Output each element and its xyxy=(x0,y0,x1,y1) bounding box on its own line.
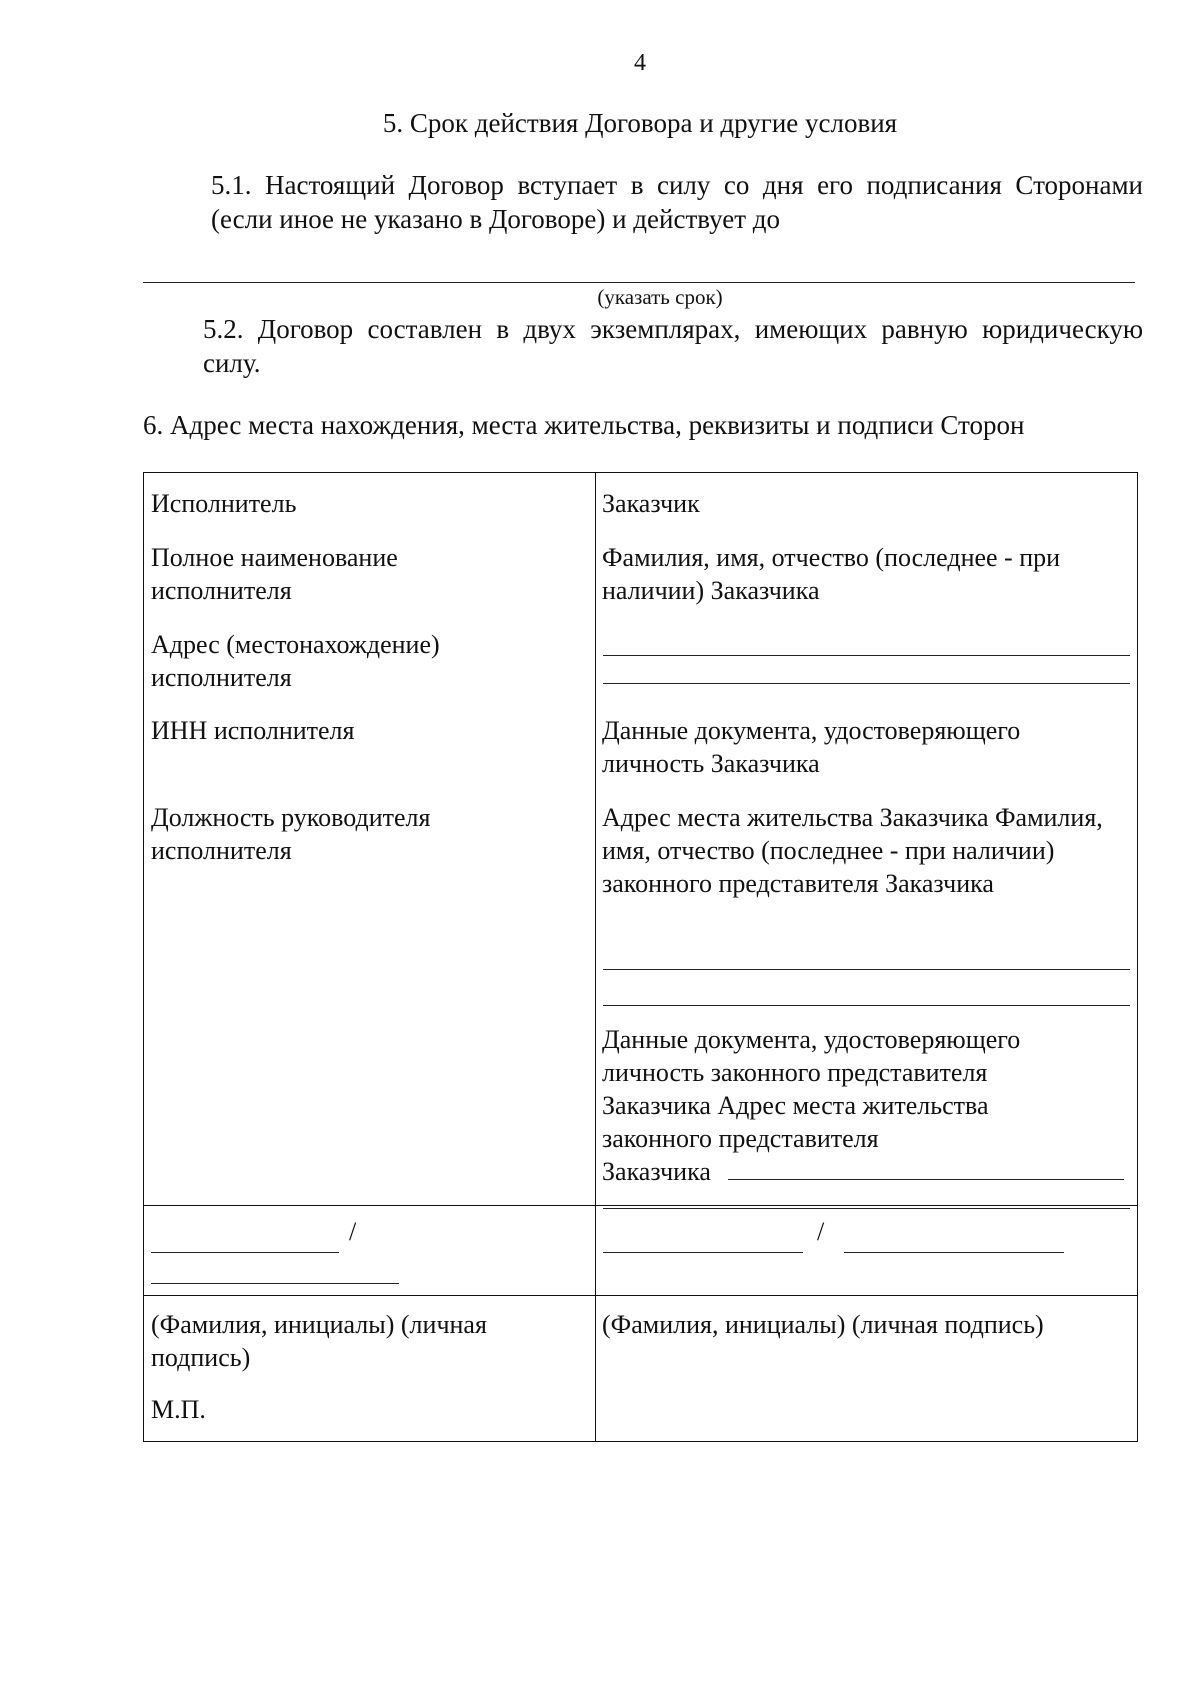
executor-inn-label: ИНН исполнителя xyxy=(151,716,355,745)
customer-signature-caption: (Фамилия, инициалы) (личная подпись) xyxy=(602,1310,1044,1339)
executor-signature-slash: / xyxy=(349,1217,357,1246)
customer-fio-line-2 xyxy=(603,683,1130,684)
page-number: 4 xyxy=(634,50,646,76)
paragraph-5-1 xyxy=(143,168,1143,236)
customer-rep-address-line-2 xyxy=(603,1208,1130,1209)
executor-header: Исполнитель xyxy=(151,489,297,518)
row-divider-caption xyxy=(144,1295,1137,1296)
customer-address-rep-label: Адрес места жительства Заказчика Фамилия, имя, отчество (последнее - при наличии) законного представителя Заказчика xyxy=(602,803,1103,898)
term-fill-line xyxy=(143,282,1135,283)
customer-rep-doc-label: Данные документа, удостоверяющего личность законного представителя Заказчика Адрес места жительства законного представителя xyxy=(602,1025,1021,1153)
customer-fio-line-1 xyxy=(603,655,1130,656)
customer-signature-line xyxy=(844,1252,1064,1253)
customer-header: Заказчик xyxy=(602,489,700,518)
customer-rep-address-line-1 xyxy=(728,1179,1124,1180)
executor-address-label: Адрес (местонахождение) исполнителя xyxy=(151,630,440,692)
customer-rep-line-1 xyxy=(603,969,1130,970)
paragraph-5-1-text: 5.1. Настоящий Договор вступает в силу со дня его подписания Сторонами (если иное не указано в Договоре) и действует до xyxy=(211,170,1143,234)
paragraph-5-2 xyxy=(143,312,1143,380)
paragraph-5-2-text: 5.2. Договор составлен в двух экземплярах, имеющих равную юридическую силу. xyxy=(203,314,1143,378)
customer-signature-slash: / xyxy=(817,1217,825,1246)
executor-full-name-label: Полное наименование исполнителя xyxy=(151,543,398,605)
executor-signature-line xyxy=(151,1283,399,1284)
customer-name-line xyxy=(603,1252,803,1253)
executor-name-line xyxy=(151,1252,339,1253)
section-6-title: 6. Адрес места нахождения, места жительства, реквизиты и подписи Сторон xyxy=(143,410,1025,440)
executor-signature-caption: (Фамилия, инициалы) (личная подпись) xyxy=(151,1310,487,1372)
customer-fio-label: Фамилия, имя, отчество (последнее - при наличии) Заказчика xyxy=(602,543,1061,605)
customer-rep-doc-last: Заказчика xyxy=(602,1157,711,1186)
term-hint: (указать срок) xyxy=(597,285,723,309)
section-5-title: 5. Срок действия Договора и другие условия xyxy=(382,108,898,138)
parties-table xyxy=(143,472,1138,1442)
customer-id-doc-label: Данные документа, удостоверяющего личность Заказчика xyxy=(602,716,1021,778)
executor-position-label: Должность руководителя исполнителя xyxy=(151,803,431,865)
customer-rep-line-2 xyxy=(603,1005,1130,1006)
executor-seal-label: М.П. xyxy=(151,1395,206,1424)
row-divider-signature xyxy=(144,1205,1137,1206)
